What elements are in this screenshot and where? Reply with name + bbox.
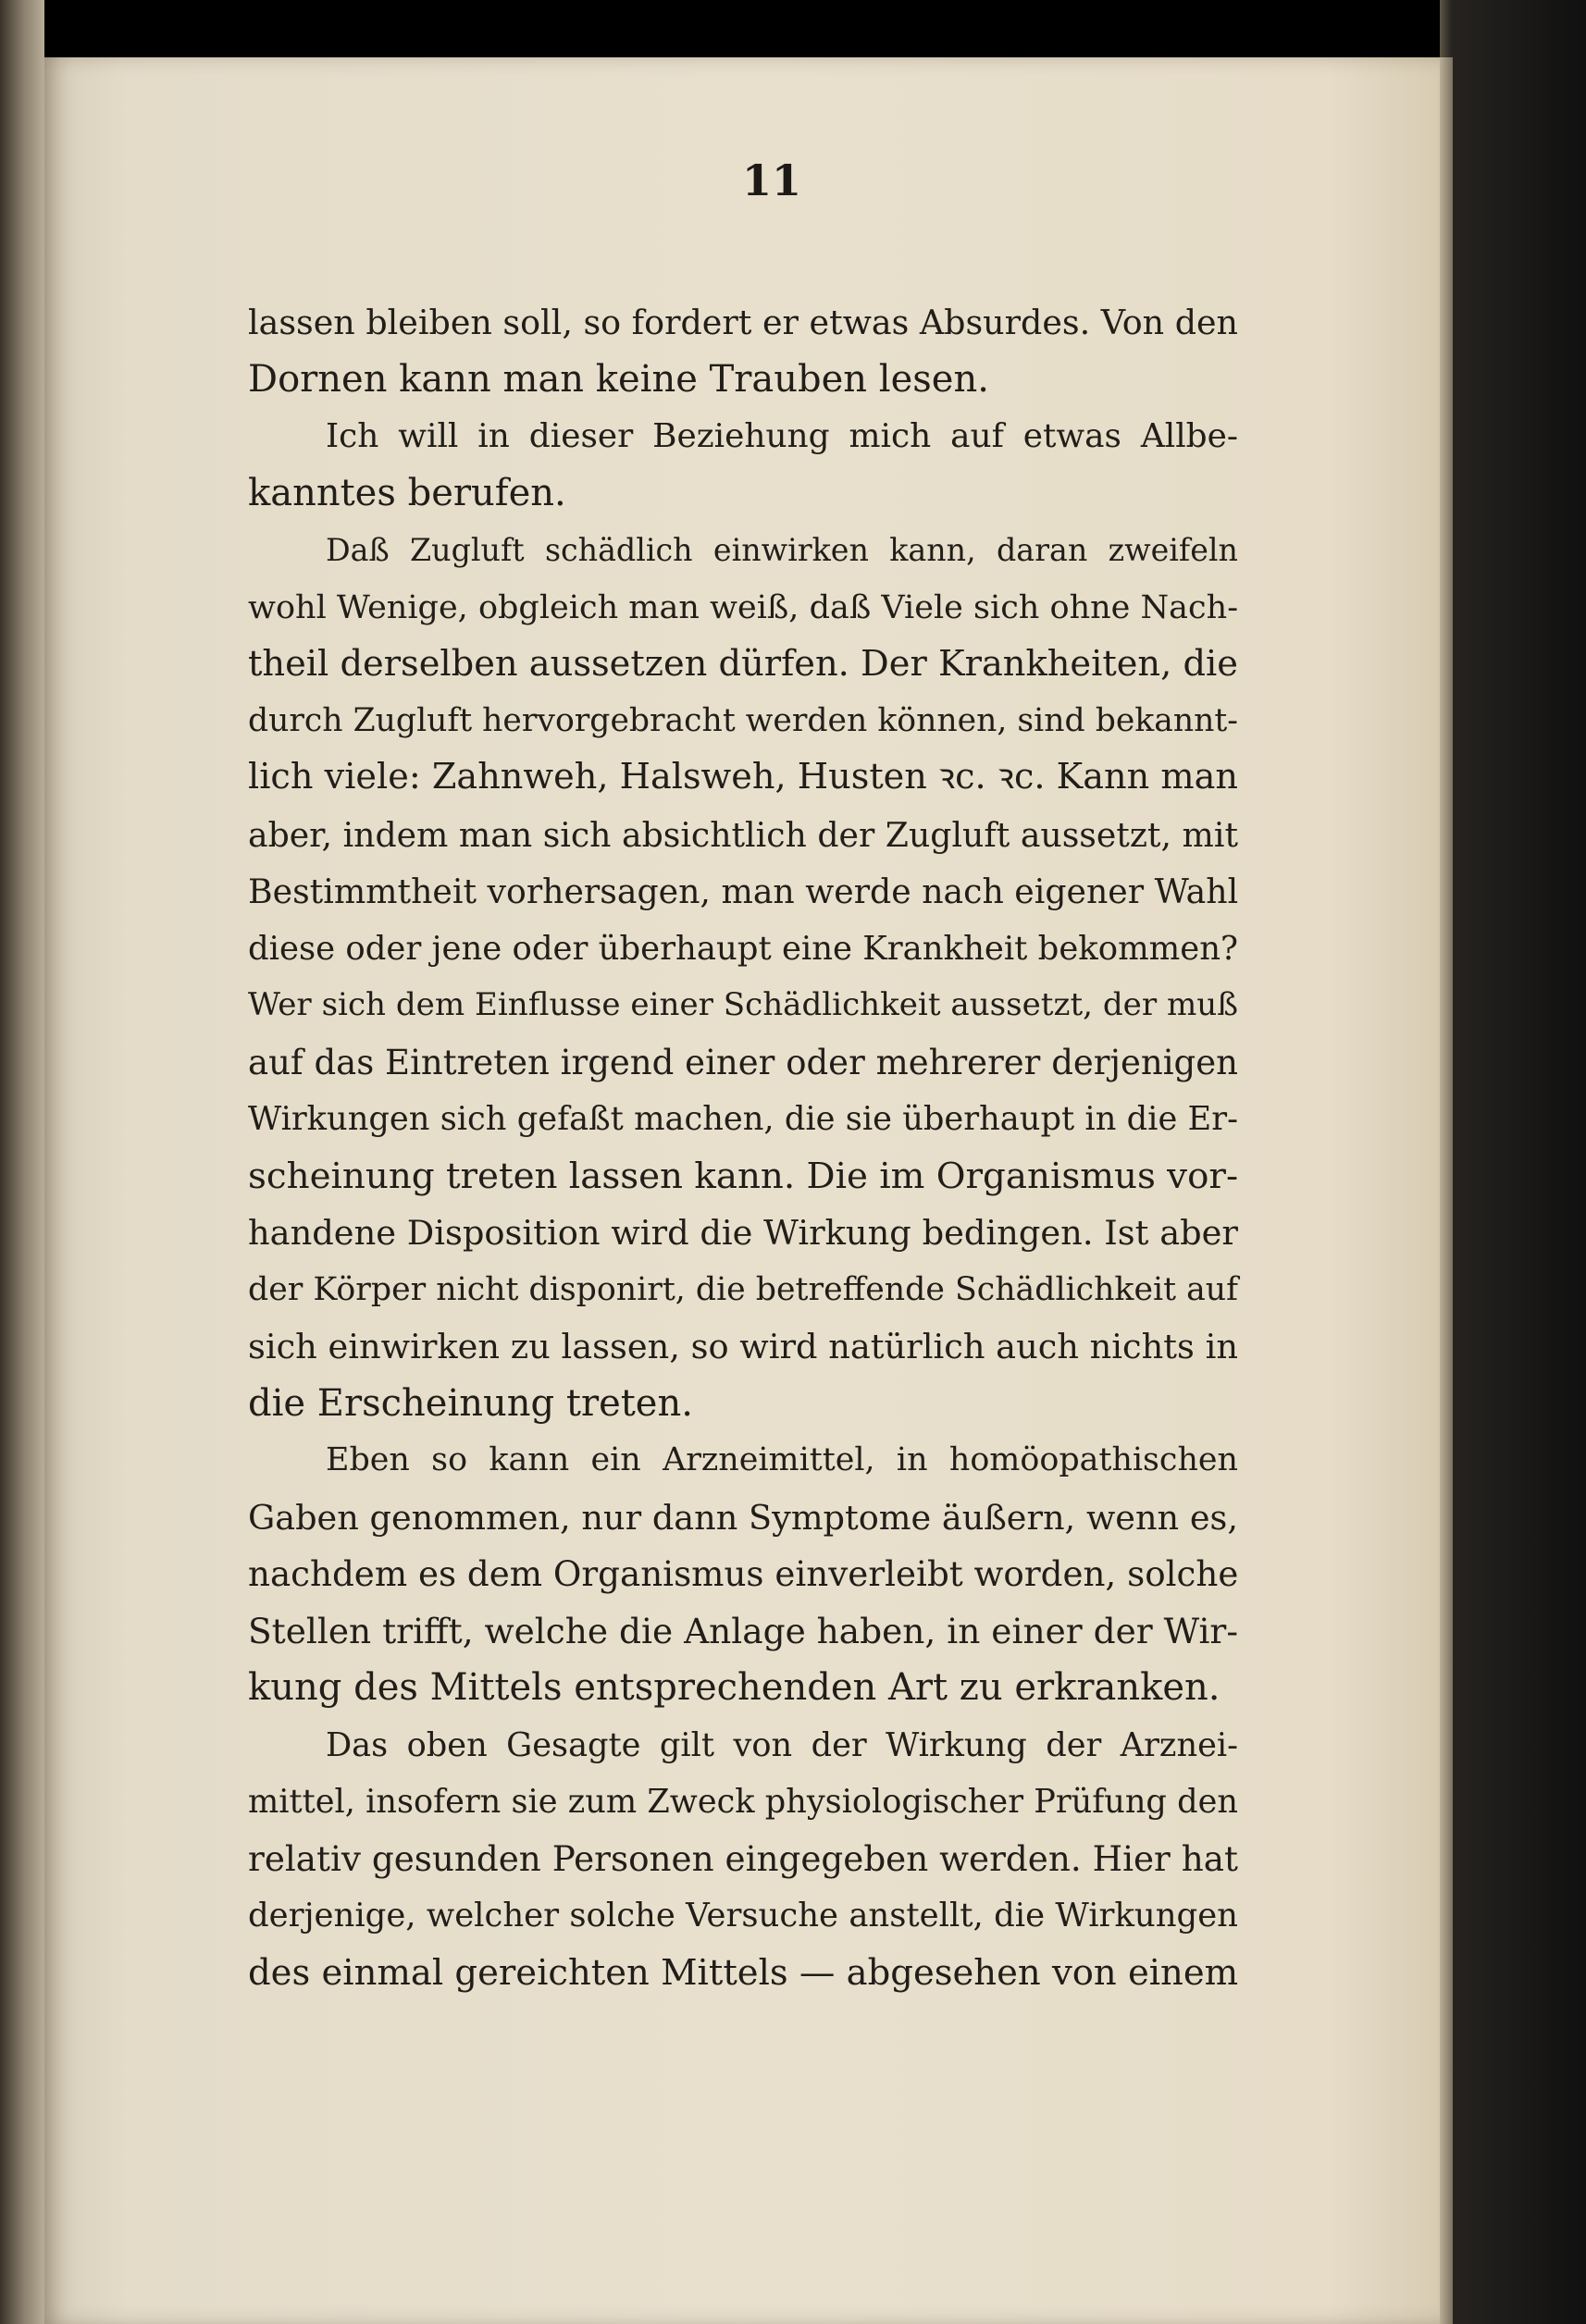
text-line: sich einwirken zu lassen, so wird natürlich auch nichts in [248,1327,1238,1366]
text-line: kung des Mittels entsprechenden Art zu erkranken. [248,1666,1220,1709]
text-line: wohl Wenige, obgleich man weiß, daß Viele sich ohne Nach- [248,587,1239,626]
text-line: diese oder jene oder überhaupt eine Krankheit bekommen? [248,929,1239,968]
text-line: Ich will in dieser Beziehung mich auf etwas Allbe- [326,417,1238,455]
text-line: lassen bleiben soll, so fordert er etwas Absurdes. Von den [248,303,1239,342]
text-line: derjenige, welcher solche Versuche anstellt, die Wirkungen [248,1897,1238,1935]
text-line: Stellen trifft, welche die Anlage haben, in einer der Wir- [248,1610,1238,1651]
text-line: Wer sich dem Einflusse einer Schädlichkeit aussetzt, der muß [248,986,1238,1023]
text-line: nachdem es dem Organismus einverleibt worden, solche [248,1553,1239,1594]
text-line: auf das Eintreten irgend einer oder mehrerer derjenigen [248,1042,1238,1082]
text-line: lich viele: Zahnweh, Halsweh, Husten ꝛc. ꝛc. Kann man [248,757,1238,797]
book-cover-edge [1440,0,1586,2324]
previous-page-edge [0,0,44,2324]
text-line: Dornen kann man keine Trauben lesen. [248,357,989,401]
text-line: aber, indem man sich absichtlich der Zugluft aussetzt, mit [248,814,1238,855]
text-line: mittel, insofern sie zum Zweck physiologischer Prüfung den [248,1783,1238,1821]
text-line: relativ gesunden Personen eingegeben werden. Hier hat [248,1837,1238,1879]
text-line: Das oben Gesagte gilt von der Wirkung der Arznei- [326,1725,1238,1764]
text-line: die Erscheinung treten. [248,1381,693,1425]
text-line: der Körper nicht disponirt, die betreffende Schädlichkeit auf [248,1270,1238,1308]
text-line: Daß Zugluft schädlich einwirken kann, daran zweifeln [326,532,1238,568]
body-text [248,294,1238,2001]
text-line: handene Disposition wird die Wirkung bedingen. Ist aber [248,1213,1238,1253]
text-line: Gaben genommen, nur dann Symptome äußern, wenn es, [248,1497,1238,1538]
text-line: Wirkungen sich gefaßt machen, die sie überhaupt in die Er- [248,1100,1238,1138]
page-stack-edge [1440,57,1453,2324]
text-line: theil derselben aussetzen dürfen. Der Krankheiten, die [248,643,1238,685]
text-line: des einmal gereichten Mittels — abgesehen von einem [248,1951,1239,1994]
text-line: Bestimmtheit vorhersagen, man werde nach eigener Wahl [248,872,1239,911]
text-line: durch Zugluft hervorgebracht werden können, sind bekannt- [248,701,1238,739]
text-line: kanntes berufen. [248,471,566,514]
page-number: 11 [741,155,801,205]
text-line: Eben so kann ein Arzneimittel, in homöopathischen [326,1441,1238,1478]
text-line: scheinung treten lassen kann. Die im Organismus vor- [248,1155,1239,1197]
